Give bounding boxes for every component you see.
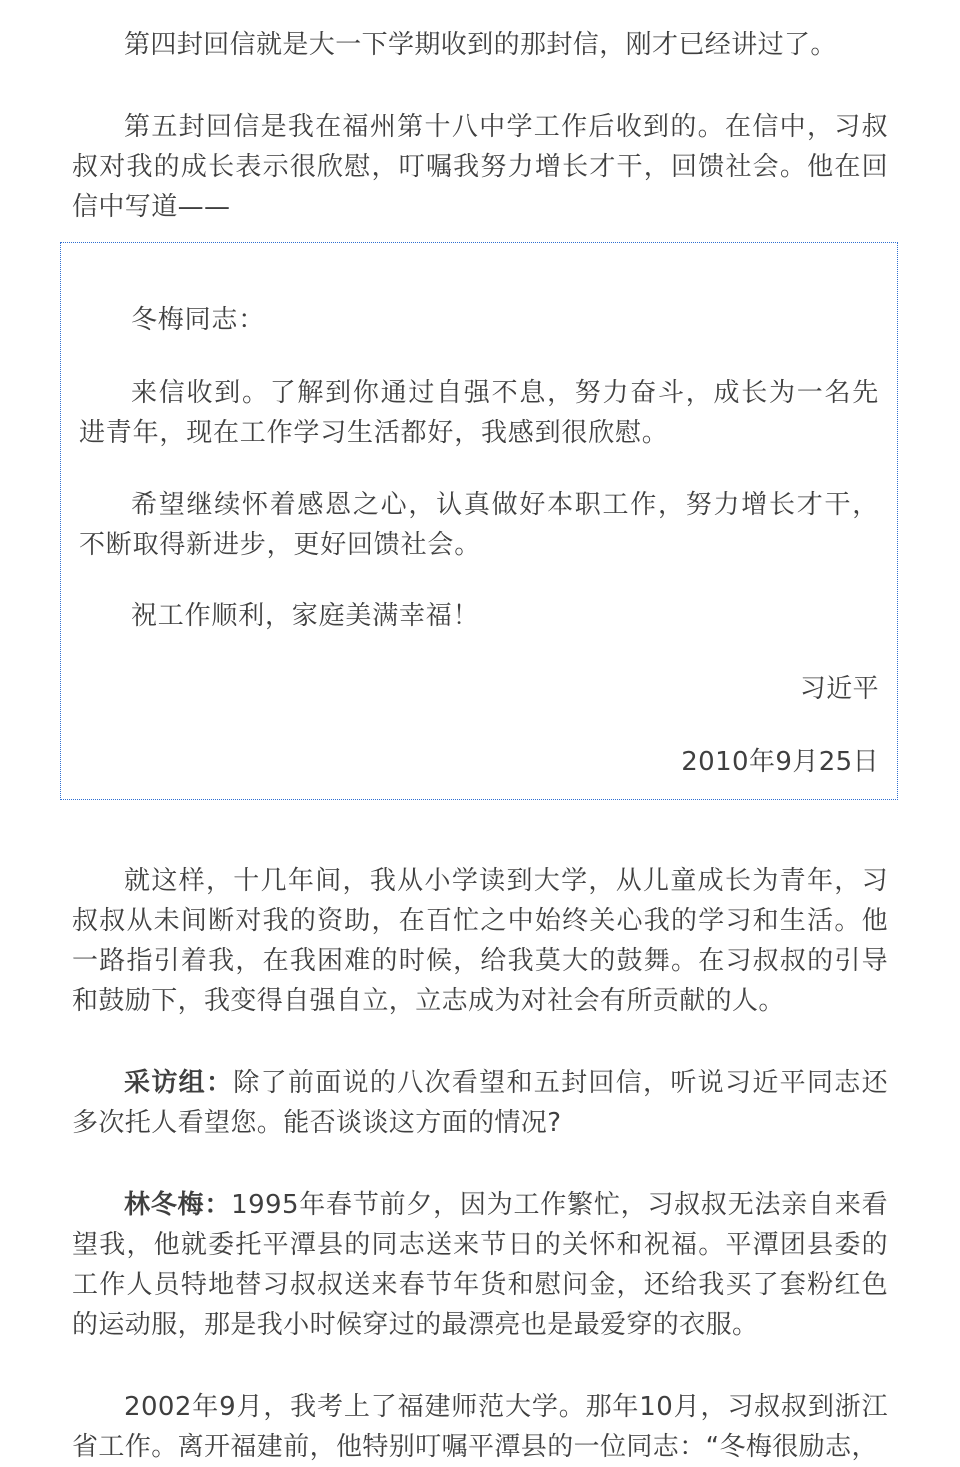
letter-signature: 习近平 [799,674,879,704]
paragraph-2002: 2002年9月，我考上了福建师范大学。那年10月，习叔叔到浙江省工作。离开福建前，他特别叮嘱平潭县的一位同志：“冬梅很励志， [72,1392,888,1462]
paragraph-lin-dongmei-answer [72,1185,888,1345]
letter-closing: 祝工作顺利，家庭美满幸福！ [131,601,480,631]
paragraph-summary: 就这样，十几年间，我从小学读到大学，从儿童成长为青年，习叔叔从未间断对我的资助，在百忙之中始终关心我的学习和生活。他一路指引着我，在我困难的时候，给我莫大的鼓舞。在习叔叔的引导和鼓励下，我变得自强自立，立志成为对社会有所贡献的人。 [72,866,888,1016]
letter-salutation: 冬梅同志： [131,305,266,335]
question-text: 除了前面说的八次看望和五封回信，听说习近平同志还多次托人看望您。能否谈谈这方面的情况? [72,1068,888,1138]
quoted-letter-box [60,242,898,800]
letter-body-paragraph-2: 希望继续怀着感恩之心，认真做好本职工作，努力增长才干，不断取得新进步，更好回馈社会。 [79,490,879,560]
letter-date: 2010年9月25日 [681,747,879,777]
letter-body-paragraph-1: 来信收到。了解到你通过自强不息，努力奋斗，成长为一名先进青年，现在工作学习生活都好，我感到很欣慰。 [79,378,879,448]
answer-text: 1995年春节前夕，因为工作繁忙，习叔叔无法亲自来看望我，他就委托平潭县的同志送来节日的关怀和祝福。平潭团县委的工作人员特地替习叔叔送来春节年货和慰问金，还给我买了套粉红色的运动服，那是我小时候穿过的最漂亮也是最爱穿的衣服。 [72,1190,888,1340]
paragraph-fourth-letter: 第四封回信就是大一下学期收到的那封信，刚才已经讲过了。 [124,30,837,60]
paragraph-interviewer-question [72,1063,888,1143]
speaker-label-lin-dongmei: 林冬梅： [124,1190,232,1220]
paragraph-fifth-letter: 第五封回信是我在福州第十八中学工作后收到的。在信中，习叔叔对我的成长表示很欣慰，叮嘱我努力增长才干，回馈社会。他在回信中写道—— [72,112,888,222]
speaker-label-interviewer: 采访组： [124,1068,234,1098]
